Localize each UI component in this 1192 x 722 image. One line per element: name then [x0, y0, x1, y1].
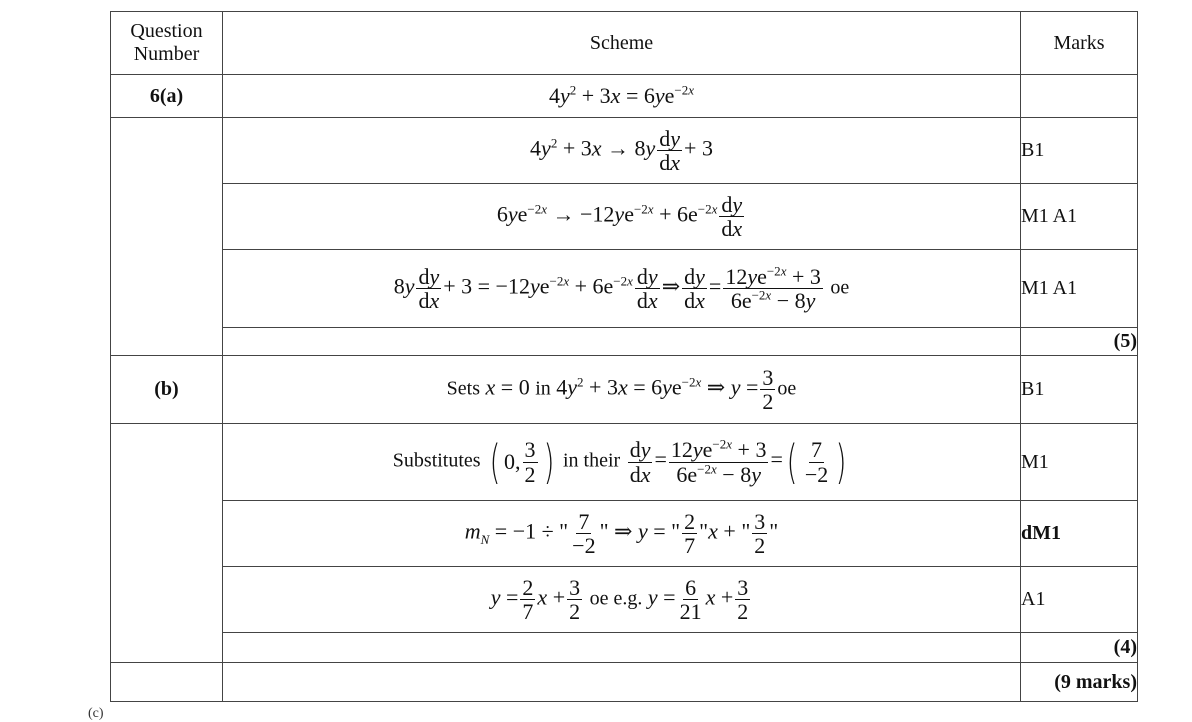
marks-cell: B1: [1021, 118, 1138, 184]
table-row: [111, 424, 1138, 501]
scheme-cell: y = $\frac{2}{7}$ x + $\frac{3}{2}$ oe e.g. y = $\frac{6}{21}$ x + $\frac{3}{2}$: [223, 567, 1021, 633]
question-label: (b): [111, 356, 223, 424]
scheme-cell: 8y $\frac{dy}{dx}$ + $3 = -12ye^{-2x} + 6e^{-2x}$ $\frac{dy}{dx}$ ⇒ $\frac{dy}{dx}$ = $\frac{12ye^{-2x} + 3}{6e^{-2x} - 8y}$ oe: [223, 250, 1021, 328]
marks-header: Marks: [1021, 12, 1138, 75]
question-label: 6(a): [111, 75, 223, 118]
header-row: [111, 12, 1138, 75]
table-row: [111, 184, 1138, 250]
oe-note: oe: [830, 276, 850, 299]
table-row: [111, 501, 1138, 567]
marks-cell: M1 A1: [1021, 250, 1138, 328]
scheme-cell: $m_N = -1$ ÷ " $\frac{7}{-2}$ " ⇒ y = " $\frac{2}{7}$ "x + " $\frac{3}{2}$ ": [223, 501, 1021, 567]
marks-cell: dM1: [1021, 501, 1138, 567]
scheme-cell: $6ye^{-2x} \to -12ye^{-2x} + 6e^{-2x}$ $\frac{dy}{dx}$: [223, 184, 1021, 250]
table-row: [111, 250, 1138, 328]
next-part-label: (c): [88, 706, 104, 721]
subtotal-marks: (5): [1021, 328, 1138, 356]
table-row: [111, 567, 1138, 633]
total-marks: (9 marks): [1021, 663, 1138, 702]
subtotal-marks: (4): [1021, 633, 1138, 663]
marks-cell: M1 A1: [1021, 184, 1138, 250]
table-row: [111, 118, 1138, 184]
marks-cell: A1: [1021, 567, 1138, 633]
table-row: [111, 356, 1138, 424]
scheme-header: Scheme: [223, 12, 1021, 75]
scheme-cell: Sets x = 0 in $4y^2 + 3x = 6ye^{-2x}$ ⇒ y = $\frac{3}{2}$ oe: [223, 356, 1021, 424]
scheme-cell: $4y^2 + 3x \to 8y$ $\frac{dy}{dx}$ + 3: [223, 118, 1021, 184]
subtotal-row: [111, 328, 1138, 356]
question-number-header: Question Number: [111, 12, 223, 75]
scheme-cell: $4y^2 + 3x = 6ye^{-2x}$: [223, 75, 1021, 118]
marks-cell: B1: [1021, 356, 1138, 424]
scheme-cell: Substitutes ( 0, 3 2 ) in their $\frac{dy}{dx}$ = $\frac{12ye^{-2x} + 3}{6e^{-2x} - 8y}$ = ( 7 −2 ): [223, 424, 1021, 501]
table-row: [111, 75, 1138, 118]
total-row: [111, 663, 1138, 702]
mark-scheme-table: [110, 11, 1138, 702]
subtotal-row: [111, 633, 1138, 663]
marks-cell: M1: [1021, 424, 1138, 501]
marks-cell: [1021, 75, 1138, 118]
